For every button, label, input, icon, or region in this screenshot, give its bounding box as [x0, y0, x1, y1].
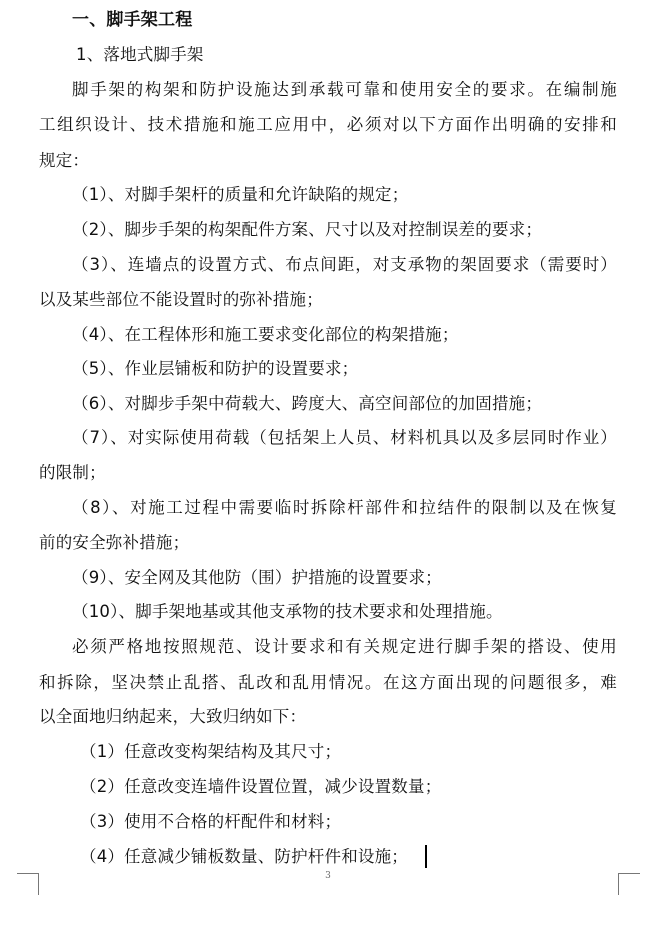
- paragraph-line: 和拆除，坚决禁止乱搭、乱改和乱用情况。在这方面出现的问题很多，难: [39, 673, 617, 692]
- list-item: （7）、对实际使用荷载（包括架上人员、材料机具以及多层同时作业）: [72, 428, 617, 447]
- subsection-heading: 1、落地式脚手架: [76, 45, 204, 64]
- list-item: （10）、脚手架地基或其他支承物的技术要求和处理措施。: [72, 602, 503, 621]
- section-heading: 一、脚手架工程: [72, 10, 193, 30]
- list-item: （2）任意改变连墙件设置位置，减少设置数量；: [80, 777, 442, 796]
- list-item-continuation: 前的安全弥补措施；: [39, 533, 190, 552]
- text-cursor: [425, 845, 427, 868]
- list-item-continuation: 的限制；: [39, 463, 106, 482]
- paragraph-line: 工组织设计、技术措施和施工应用中，必须对以下方面作出明确的安排和: [39, 115, 617, 134]
- page-number: 3: [325, 871, 331, 881]
- list-item: （4）任意减少铺板数量、防护杆件和设施；: [80, 847, 408, 866]
- list-item: （4）、在工程体形和施工要求变化部位的构架措施；: [72, 325, 459, 344]
- list-item: （1）、对脚手架杆的质量和允许缺陷的规定；: [72, 185, 409, 204]
- list-item-continuation: 以及某些部位不能设置时的弥补措施；: [39, 290, 323, 309]
- list-item: （3）、连墙点的设置方式、布点间距，对支承物的架固要求（需要时）: [72, 255, 617, 274]
- paragraph-line: 规定：: [39, 151, 90, 170]
- list-item: （5）、作业层铺板和防护的设置要求；: [72, 359, 359, 378]
- list-item: （2）、脚步手架的构架配件方案、尺寸以及对控制误差的要求；: [72, 220, 543, 239]
- paragraph-line: 以全面地归纳起来，大致归纳如下：: [39, 707, 307, 726]
- list-item: （9）、安全网及其他防（围）护措施的设置要求；: [72, 568, 442, 587]
- list-item: （6）、对脚步手架中荷载大、跨度大、高空间部位的加固措施；: [72, 394, 543, 413]
- list-item: （1）任意改变构架结构及其尺寸；: [80, 742, 342, 761]
- paragraph-line: 脚手架的构架和防护设施达到承载可靠和使用安全的要求。在编制施: [72, 80, 617, 99]
- list-item: （3）使用不合格的杆配件和材料；: [80, 812, 342, 831]
- list-item: （8）、对施工过程中需要临时拆除杆部件和拉结件的限制以及在恢复: [72, 498, 617, 517]
- paragraph-line: 必须严格地按照规范、设计要求和有关规定进行脚手架的搭设、使用: [72, 637, 617, 656]
